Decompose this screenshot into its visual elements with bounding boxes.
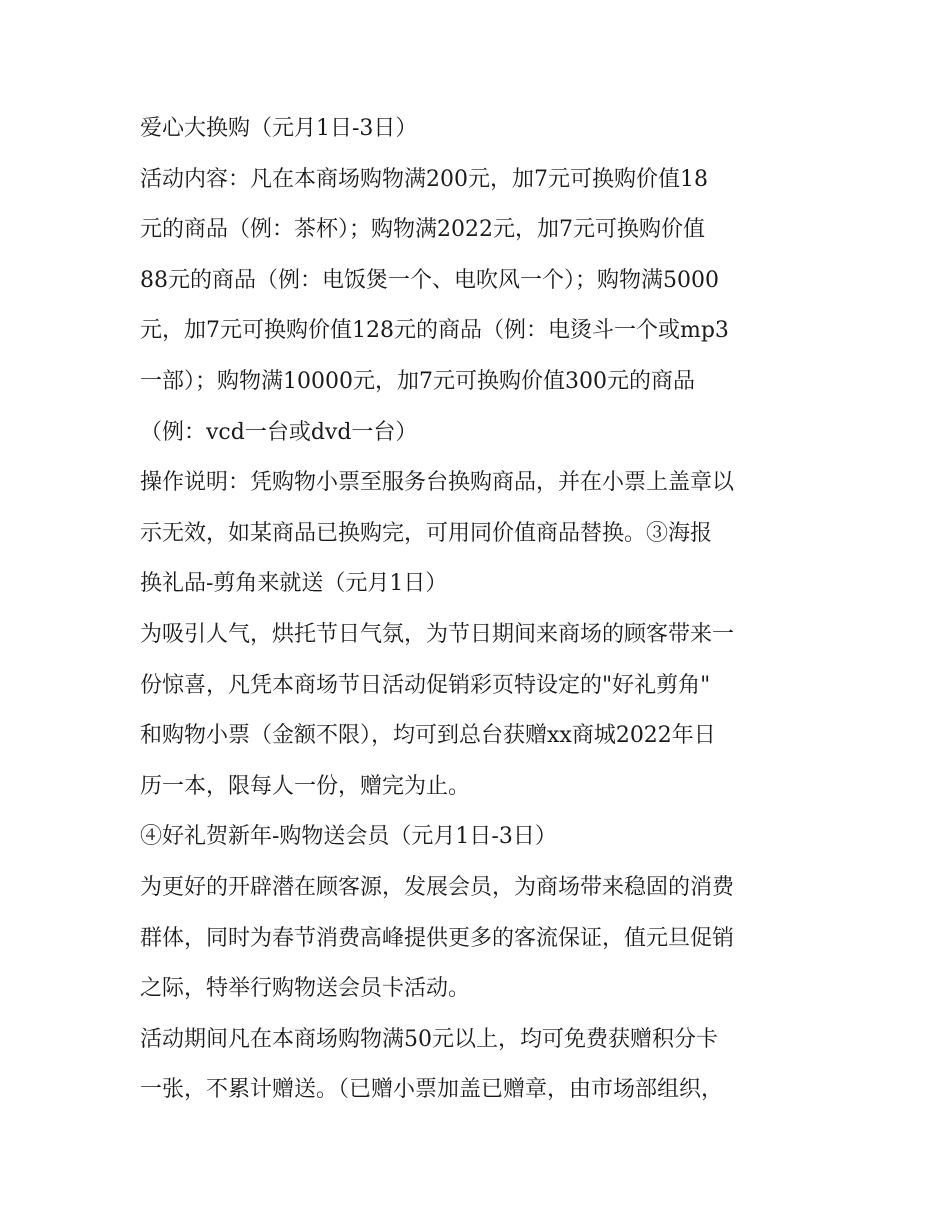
paragraph-line: 份惊喜，凡凭本商场节日活动促销彩页特设定的"好礼剪角" xyxy=(140,672,711,698)
paragraph-line: 为更好的开辟潜在顾客源，发展会员，为商场带来稳固的消费 xyxy=(140,874,735,900)
paragraph-line: 元，加7元可换购价值128元的商品（例：电烫斗一个或mp3 xyxy=(140,318,729,344)
paragraph-line: 为吸引人气，烘托节日气氛，为节日期间来商场的顾客带来一 xyxy=(140,621,735,647)
paragraph-line: 活动期间凡在本商场购物满50元以上，均可免费获赠积分卡 xyxy=(140,1026,718,1052)
paragraph-line: 之际，特举行购物送会员卡活动。 xyxy=(140,976,471,1002)
section-title-membership: ④好礼贺新年-购物送会员（元月1日-3日） xyxy=(140,824,557,850)
paragraph-line: 和购物小票（金额不限），均可到总台获赠xx商城2022年日 xyxy=(140,723,716,749)
section-title-love-exchange: 爱心大换购（元月1日-3日） xyxy=(140,116,418,141)
paragraph-line: 群体，同时为春节消费高峰提供更多的客流保证，值元旦促销 xyxy=(140,925,735,951)
paragraph-line: 一部）；购物满10000元，加7元可换购价值300元的商品 xyxy=(140,368,695,394)
section-title-poster-gift: 换礼品-剪角来就送（元月1日） xyxy=(140,571,448,597)
paragraph-line: 示无效，如某商品已换购完，可用同价值商品替换。③海报 xyxy=(140,520,713,546)
paragraph-line: 操作说明：凭购物小票至服务台换购商品，并在小票上盖章以 xyxy=(140,470,735,496)
document-body xyxy=(140,104,820,1116)
paragraph-line: 一张，不累计赠送。（已赠小票加盖已赠章，由市场部组织， xyxy=(140,1077,724,1103)
paragraph-line: 88元的商品（例：电饭煲一个、电吹风一个）；购物满5000 xyxy=(140,267,719,293)
paragraph-line: 活动内容：凡在本商场购物满200元，加7元可换购价值18 xyxy=(140,166,708,192)
paragraph-line: 历一本，限每人一份，赠完为止。 xyxy=(140,773,471,799)
paragraph-line: 元的商品（例：茶杯）；购物满2022元，加7元可换购价值 xyxy=(140,217,705,243)
paragraph-line: （例：vcd一台或dvd一台） xyxy=(140,419,418,445)
